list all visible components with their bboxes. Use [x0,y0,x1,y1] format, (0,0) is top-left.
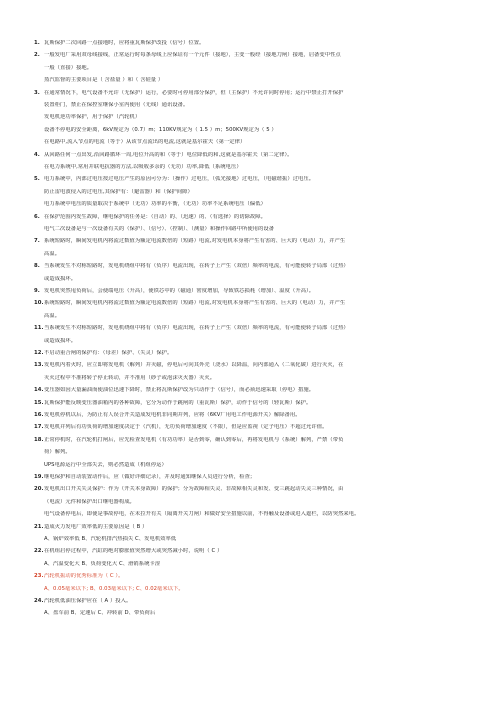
line-number: 3. [34,89,40,96]
line-number: 7. [34,238,40,245]
document-line [34,263,462,270]
line-text: 从回路任何一点出发,沿回路循环一周,电位升高的和（等于）电位降低的和,这就是基尔霍夫（第二定律）。 [44,151,293,158]
line-text: 继电保护和自动装置动作后，应（做好详细记录），并及时通知继保人员进行分析，检查； [44,474,256,480]
document-line [34,548,462,555]
line-text: 电力系统中电压的质量取决于系统中（无功）功率的平衡，（无功）功率不足系统电压（偏低） [44,201,266,208]
line-text: A、锅炉效率低 B、汽轮机排汽热损失 C、发电机效率低 [44,536,177,542]
document-line [34,474,462,481]
line-number: 4. [34,151,40,158]
line-text: 汽轮机振动的优秀标准为（ C ）。 [44,573,124,580]
document-line [34,362,462,369]
document-line [34,449,462,456]
line-text: 防止雷电波侵入的过电压,其保护有：（避雷器）和（保护间隙） [44,188,193,195]
document-line [34,176,462,183]
line-text: 设备不停电的安全距离，6kV规定为（0.7）m；110KV规定为（ 1.5 ）m；500KV规定为（ 5 ） [44,126,277,133]
document-line [34,52,462,59]
line-number: 22. [34,548,44,555]
line-text: 一般（直接）接地。 [44,64,93,71]
line-text: 在电路中,流入节点的电流（等于）从该节点流出的电流,这就是基尔霍夫（第一定律） [44,139,246,146]
line-text: 瓦斯保护能反映变压器油箱内的各种故障，它分为动作于跳闸的（重瓦斯）保护，动作于信号的（轻瓦斯）保护。 [44,399,312,406]
document-line [34,164,462,171]
line-text: 发电机内着火时，应立即将发电机（解列）并灭磁，停电后可向其外壳（浇水）以降温，向内部通入（二氧化碳）进行灭火，在 [44,362,344,369]
line-number: 20. [34,486,44,493]
line-number: 2. [34,52,40,59]
document-line [34,561,462,568]
line-text: 发电机出口开关失灵保护：作为（开关本身故障）的保护；分为故障相失灵、非故障相失灵和发、变三跳起动失灵三种情况，由 [44,486,344,493]
line-number: 19. [34,474,44,480]
line-number: 9. [34,288,40,294]
line-text: 或造成损坏。 [44,337,77,344]
line-text: 当系统发生不对称短路时，发电机绕组中将有（负序）电流出现，在转子上产生（双倍）频率的电流，有可能使转子局部（过热） [44,263,349,270]
document-line [34,325,462,332]
line-number: 11. [34,325,44,332]
document-line [34,226,462,233]
document-line [34,350,462,357]
line-text: 荷）解列。 [44,449,71,456]
line-text: 瓦斯保护二次回路一点接地时，应将重瓦斯保护改投（信号）位置。 [44,40,205,46]
line-text: 造成火力发电厂效率低的主要原因是（ B ） [44,523,148,530]
line-text: 汽轮机低油压保护应在（ A ）投入。 [44,598,132,604]
line-number: 24. [34,598,44,604]
line-text: 灭火过程中不准将转子停止转动，并不准用（砂子或泡沫灭火器）灭火。 [44,374,216,381]
line-text: 装置柜门，禁止在保控室继保小室内使用（无线）通讯设备。 [44,102,189,108]
document-line [34,338,462,345]
line-text: 电气设备停电后，即使是事故停电，在未拉开有关（隔离开关刀闸）和做好安全措施以前，不得触及设备或进入遮栏，以防突然来电。 [44,511,360,518]
document-line [34,536,462,543]
line-text: 或造成损坏。 [44,275,77,282]
document-line [34,437,462,444]
document-line [34,276,462,283]
document-line [34,486,462,493]
line-number: 12. [34,350,44,356]
document-line [34,214,462,221]
document-line [34,511,462,518]
document-line [34,102,462,109]
line-text: 高温。 [44,312,61,319]
document-line [34,65,462,72]
line-text: 变压器如因大量漏油而使油位迅速下降时，禁止将瓦斯保护改为只动作于（信号），而必须迅速采取（停电）措施。 [44,387,315,394]
document-line [34,573,462,580]
line-text: 高温。 [44,250,61,257]
document-line [34,251,462,258]
line-number: 13. [34,362,44,369]
line-text: 正常停机时，在汽轮机打闸后，应先检查发电机（有功功率）是否到零，确认到零后，再将发电机与（系统）解列，严禁（带负 [44,436,344,443]
document-line [34,412,462,419]
document-line [34,300,462,307]
document-line [34,387,462,394]
line-text: 电力系统中，内部过电压按过电压产生的原因可分为：（操作）过电压，（弧光接地）过电压，（电磁谐振）过电压。 [44,176,315,183]
line-number: 8. [34,263,40,270]
line-number: 6. [34,213,40,220]
document-line [34,152,462,159]
line-number: 15. [34,399,44,406]
document-line [34,238,462,245]
document-line [34,127,462,134]
document-line [34,201,462,208]
document-line [34,288,462,295]
line-number: 17. [34,424,44,431]
line-number: 18. [34,436,44,443]
line-text: 发电机突然甩负荷后，会使端电压（升高），使铁芯中的（磁通）密度增加，导致铁芯损耗（增加）、温度（升高）。 [44,288,315,294]
line-text: 在通常情况下，电气设备不允许（无保护）运行，必要时可停用部分保护，但（主保护）不允许同时停用；运行中禁止打开保护 [44,89,344,96]
line-text: A、0.05毫米以下; B、0.03毫米以下; C、0.02毫米以下。 [44,585,184,592]
document-line [34,189,462,196]
line-text: 发电机并列后有功负荷的增加速度决定于（汽机），无功负荷增加速度（不限），但是应监视（定子电压）不超过允许值。 [44,424,328,431]
line-text: 在电力系统中,常用并联电抗器的方法,以吸收多余的（无功）功率,降低（系统电压） [44,164,242,170]
document-line [34,313,462,320]
document-line [34,524,462,531]
document-line [34,610,462,617]
line-text: 在保护范围内发生故障，继电保护的任务是：（自动）的、（迅速）的、（有选择）的切除故障。 [44,213,266,220]
document-line [34,400,462,407]
line-number: 16. [34,412,44,418]
line-text: A、汽温变化大 B、负荷变化大 C、滑销系统卡涩 [44,560,161,567]
line-number: 23. [34,573,44,580]
document-line [34,424,462,431]
line-text: （电流）元件和保护出口继电器构成。 [44,498,135,505]
document-line [34,77,462,84]
line-text: UPS电源运行中全部失去，则必然造成（机组停运） [44,461,167,468]
line-text: 系统短路时，瞬间发电机内将流过数值为额定电流数倍的（短路）电流,对发电机本身将产生有害的、巨大的（电动）力，并产生 [44,238,346,245]
line-text: 当系统发生不对称短路时，发电机绕组中将有（负序）电流出现，在转子上产生（双倍）频率的电流，有可能使转子局部（过热） [44,325,349,332]
line-text: 电气二次设备是与一次设备有关的（保护）、（信号）、（控制）、（测量）和操作回路中所使用的设备 [44,226,275,232]
line-number: 10. [34,300,44,307]
document-line [34,114,462,121]
line-number: 1. [34,40,40,46]
line-number: 14. [34,387,44,394]
document-line [34,90,462,97]
line-text: 发电机逆功率保护，用于保护（汽轮机） [44,114,141,121]
line-text: 不启动重合闸的保护有：（母差）保护、（失灵）保护。 [44,350,173,356]
line-text: 蒸汽监督的主要项目是（ 含盐量 ）和（ 含硅量 ） [44,77,164,84]
line-text: A、盘车前 B、定速后 C、冲转前 D、带负荷后 [44,610,156,617]
document-line [34,598,462,605]
line-number: 21. [34,523,44,530]
document-line [34,40,462,47]
line-text: 一般发电厂采用双母线接线，正常运行时每条母线上应保证有一个元件（接地），主变一般经（接地刀闸）接地，启备变中性点 [44,52,341,59]
document-line [34,586,462,593]
document-line [34,139,462,146]
line-number: 5. [34,176,40,183]
document-line [34,375,462,382]
line-text: 系统短路时，瞬间发电机内将流过数值为额定电流数倍的（短路）电流,对发电机本身将产生有害的、巨大的（电动）力，并产生 [44,300,346,307]
line-text: 在机组启停过程中，汽缸的绝对膨胀值突然增大或突然减小时，说明（ C ） [44,548,223,555]
document-line [34,499,462,506]
document-line [34,462,462,469]
line-text: 发电机停机以后，为防止有人误合开关造成发电机非同期并列，应将（6KV厂用电工作电源开关）解除备用。 [44,412,301,418]
